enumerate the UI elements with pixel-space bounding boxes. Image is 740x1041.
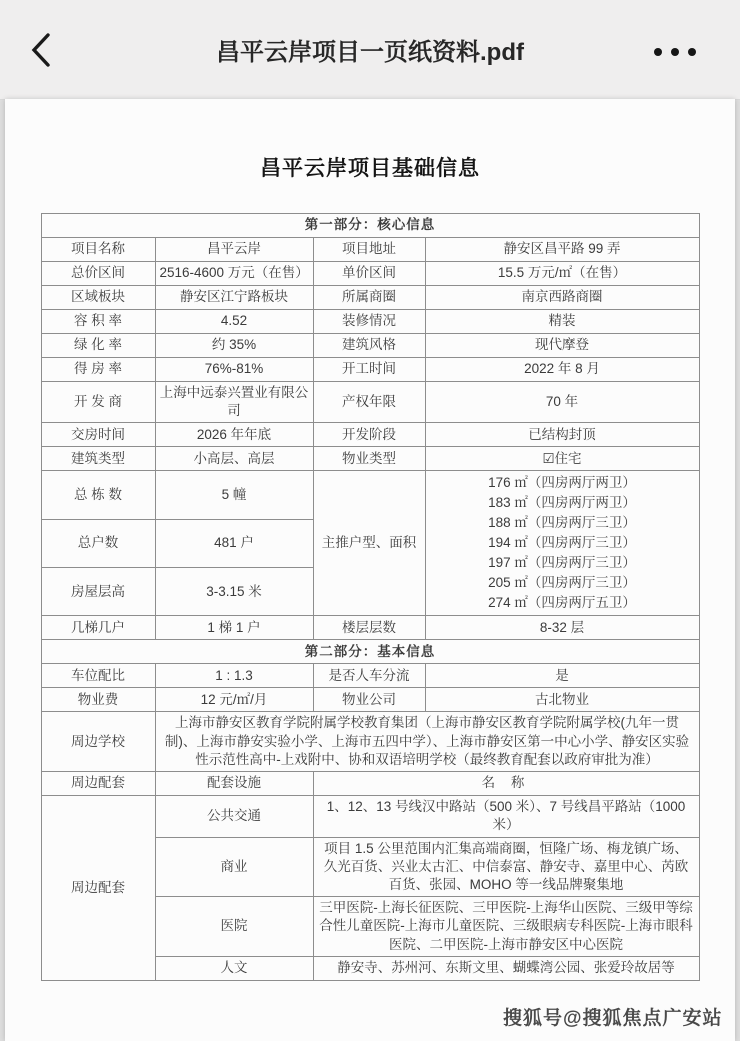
field-label: 几梯几户 — [41, 616, 155, 640]
field-value: 是 — [425, 664, 699, 688]
table-row — [41, 712, 699, 772]
field-value: 上海中远泰兴置业有限公司 — [155, 382, 313, 423]
field-value: 8-32 层 — [425, 616, 699, 640]
amenity-value: 项目 1.5 公里范围内汇集高端商圈，恒隆广场、梅龙镇广场、久光百货、兴业太古汇、中信泰富、静安寺、嘉里中心、芮欧百货、张园、MOHO 等一线品牌聚集地 — [313, 837, 699, 897]
unit-type-item: 188 ㎡（四房两厅三卫） — [488, 515, 636, 531]
section-heading: 第一部分：核心信息 — [41, 214, 699, 238]
pdf-page — [5, 99, 735, 1041]
field-value: 静安区昌平路 99 弄 — [425, 238, 699, 262]
field-value: 70 年 — [425, 382, 699, 423]
table-row — [41, 616, 699, 640]
ellipsis-icon — [654, 48, 662, 56]
field-label: 得 房 率 — [41, 358, 155, 382]
chevron-left-icon — [30, 32, 52, 73]
field-label: 主推户型、面积 — [313, 471, 425, 616]
field-value: 1 梯 1 户 — [155, 616, 313, 640]
field-value: 昌平云岸 — [155, 238, 313, 262]
schools-text: 上海市静安区教育学院附属学校教育集团（上海市静安区教育学院附属学校(九年一贯制)、上海市静安实验小学、上海市五四中学）、上海市静安区第一中心小学、静安区实验性示范性高中-上戏附中、协和双语培明学校（最终教育配套以政府审批为准） — [155, 712, 699, 772]
unit-type-item: 194 ㎡（四房两厅三卫） — [488, 535, 636, 551]
field-label: 开 发 商 — [41, 382, 155, 423]
field-value: 已结构封顶 — [425, 423, 699, 447]
field-label: 周边配套 — [41, 796, 155, 981]
field-value: 南京西路商圈 — [425, 286, 699, 310]
document-title: 昌平云岸项目一页纸资料.pdf — [216, 39, 524, 66]
field-value: 古北物业 — [425, 688, 699, 712]
field-label: 所属商圈 — [313, 286, 425, 310]
watermark-text: 搜狐号@搜狐焦点广安站 — [503, 1008, 723, 1029]
field-label: 楼层层数 — [313, 616, 425, 640]
info-table — [41, 213, 700, 981]
field-label: 周边配套 — [41, 772, 155, 796]
table-row — [41, 382, 699, 423]
table-row — [41, 286, 699, 310]
unit-type-item: 197 ㎡（四房两厅三卫） — [488, 555, 636, 571]
field-value: 481 户 — [155, 519, 313, 567]
field-value: 小高层、高层 — [155, 447, 313, 471]
table-row — [41, 688, 699, 712]
field-label: 区域板块 — [41, 286, 155, 310]
amenity-value: 三甲医院-上海长征医院、三甲医院-上海华山医院、三级甲等综合性儿童医院-上海市儿童医院、三级眼病专科医院-上海市眼科医院、二甲医院-上海市静安区中心医院 — [313, 897, 699, 957]
field-label: 物业公司 — [313, 688, 425, 712]
section-heading-row — [41, 640, 699, 664]
table-row — [41, 262, 699, 286]
field-label: 开工时间 — [313, 358, 425, 382]
amenity-category: 公共交通 — [155, 796, 313, 837]
column-header: 配套设施 — [155, 772, 313, 796]
field-value: 约 35% — [155, 334, 313, 358]
field-label: 产权年限 — [313, 382, 425, 423]
table-row — [41, 334, 699, 358]
table-row — [41, 447, 699, 471]
field-label: 项目名称 — [41, 238, 155, 262]
ellipsis-icon — [688, 48, 696, 56]
field-label: 是否人车分流 — [313, 664, 425, 688]
field-value: 2516-4600 万元（在售） — [155, 262, 313, 286]
unit-type-item: 176 ㎡（四房两厅两卫） — [488, 475, 636, 491]
field-label: 项目地址 — [313, 238, 425, 262]
field-value: 12 元/㎡/月 — [155, 688, 313, 712]
field-value: 3-3.15 米 — [155, 568, 313, 616]
field-value checkbox-checked: ☑住宅 — [425, 447, 699, 471]
field-label: 绿 化 率 — [41, 334, 155, 358]
amenity-value: 1、12、13 号线汉中路站（500 米）、7 号线昌平路站（1000 米） — [313, 796, 699, 837]
field-value: 2026 年年底 — [155, 423, 313, 447]
field-label: 物业费 — [41, 688, 155, 712]
table-row — [41, 471, 699, 519]
unit-type-item: 205 ㎡（四房两厅三卫） — [488, 575, 636, 591]
amenity-value: 静安寺、苏州河、东斯文里、蝴蝶湾公园、张爱玲故居等 — [313, 956, 699, 980]
unit-type-item: 183 ㎡（四房两厅两卫） — [488, 495, 636, 511]
field-label: 总户数 — [41, 519, 155, 567]
field-label: 车位配比 — [41, 664, 155, 688]
field-label: 物业类型 — [313, 447, 425, 471]
field-label: 交房时间 — [41, 423, 155, 447]
field-label: 装修情况 — [313, 310, 425, 334]
back-button[interactable] — [28, 32, 54, 72]
table-row — [41, 796, 699, 837]
section-heading-row — [41, 214, 699, 238]
field-value: 76%-81% — [155, 358, 313, 382]
table-row — [41, 358, 699, 382]
app-header — [0, 0, 740, 100]
amenity-category: 人文 — [155, 956, 313, 980]
field-value: 1 : 1.3 — [155, 664, 313, 688]
amenity-category: 医院 — [155, 897, 313, 957]
field-value: 精装 — [425, 310, 699, 334]
field-label: 单价区间 — [313, 262, 425, 286]
section-heading: 第二部分：基本信息 — [41, 640, 699, 664]
table-row — [41, 772, 699, 796]
unit-type-list — [425, 471, 699, 616]
page-title: 昌平云岸项目基础信息 — [260, 157, 480, 180]
field-value: 静安区江宁路板块 — [155, 286, 313, 310]
field-value: 4.52 — [155, 310, 313, 334]
field-label: 房屋层高 — [41, 568, 155, 616]
field-label: 建筑类型 — [41, 447, 155, 471]
table-row — [41, 238, 699, 262]
unit-type-item: 274 ㎡（四房两厅五卫） — [488, 595, 636, 611]
table-row — [41, 310, 699, 334]
field-value: 2022 年 8 月 — [425, 358, 699, 382]
amenity-category: 商业 — [155, 837, 313, 897]
column-header: 名 称 — [313, 772, 699, 796]
field-label: 开发阶段 — [313, 423, 425, 447]
more-menu-button[interactable] — [654, 40, 696, 64]
field-value: 15.5 万元/㎡（在售） — [425, 262, 699, 286]
table-row — [41, 423, 699, 447]
field-label: 总价区间 — [41, 262, 155, 286]
ellipsis-icon — [671, 48, 679, 56]
field-value: 5 幢 — [155, 471, 313, 519]
field-label: 建筑风格 — [313, 334, 425, 358]
field-label: 容 积 率 — [41, 310, 155, 334]
field-label: 周边学校 — [41, 712, 155, 772]
field-label: 总 栋 数 — [41, 471, 155, 519]
table-row — [41, 664, 699, 688]
field-value: 现代摩登 — [425, 334, 699, 358]
